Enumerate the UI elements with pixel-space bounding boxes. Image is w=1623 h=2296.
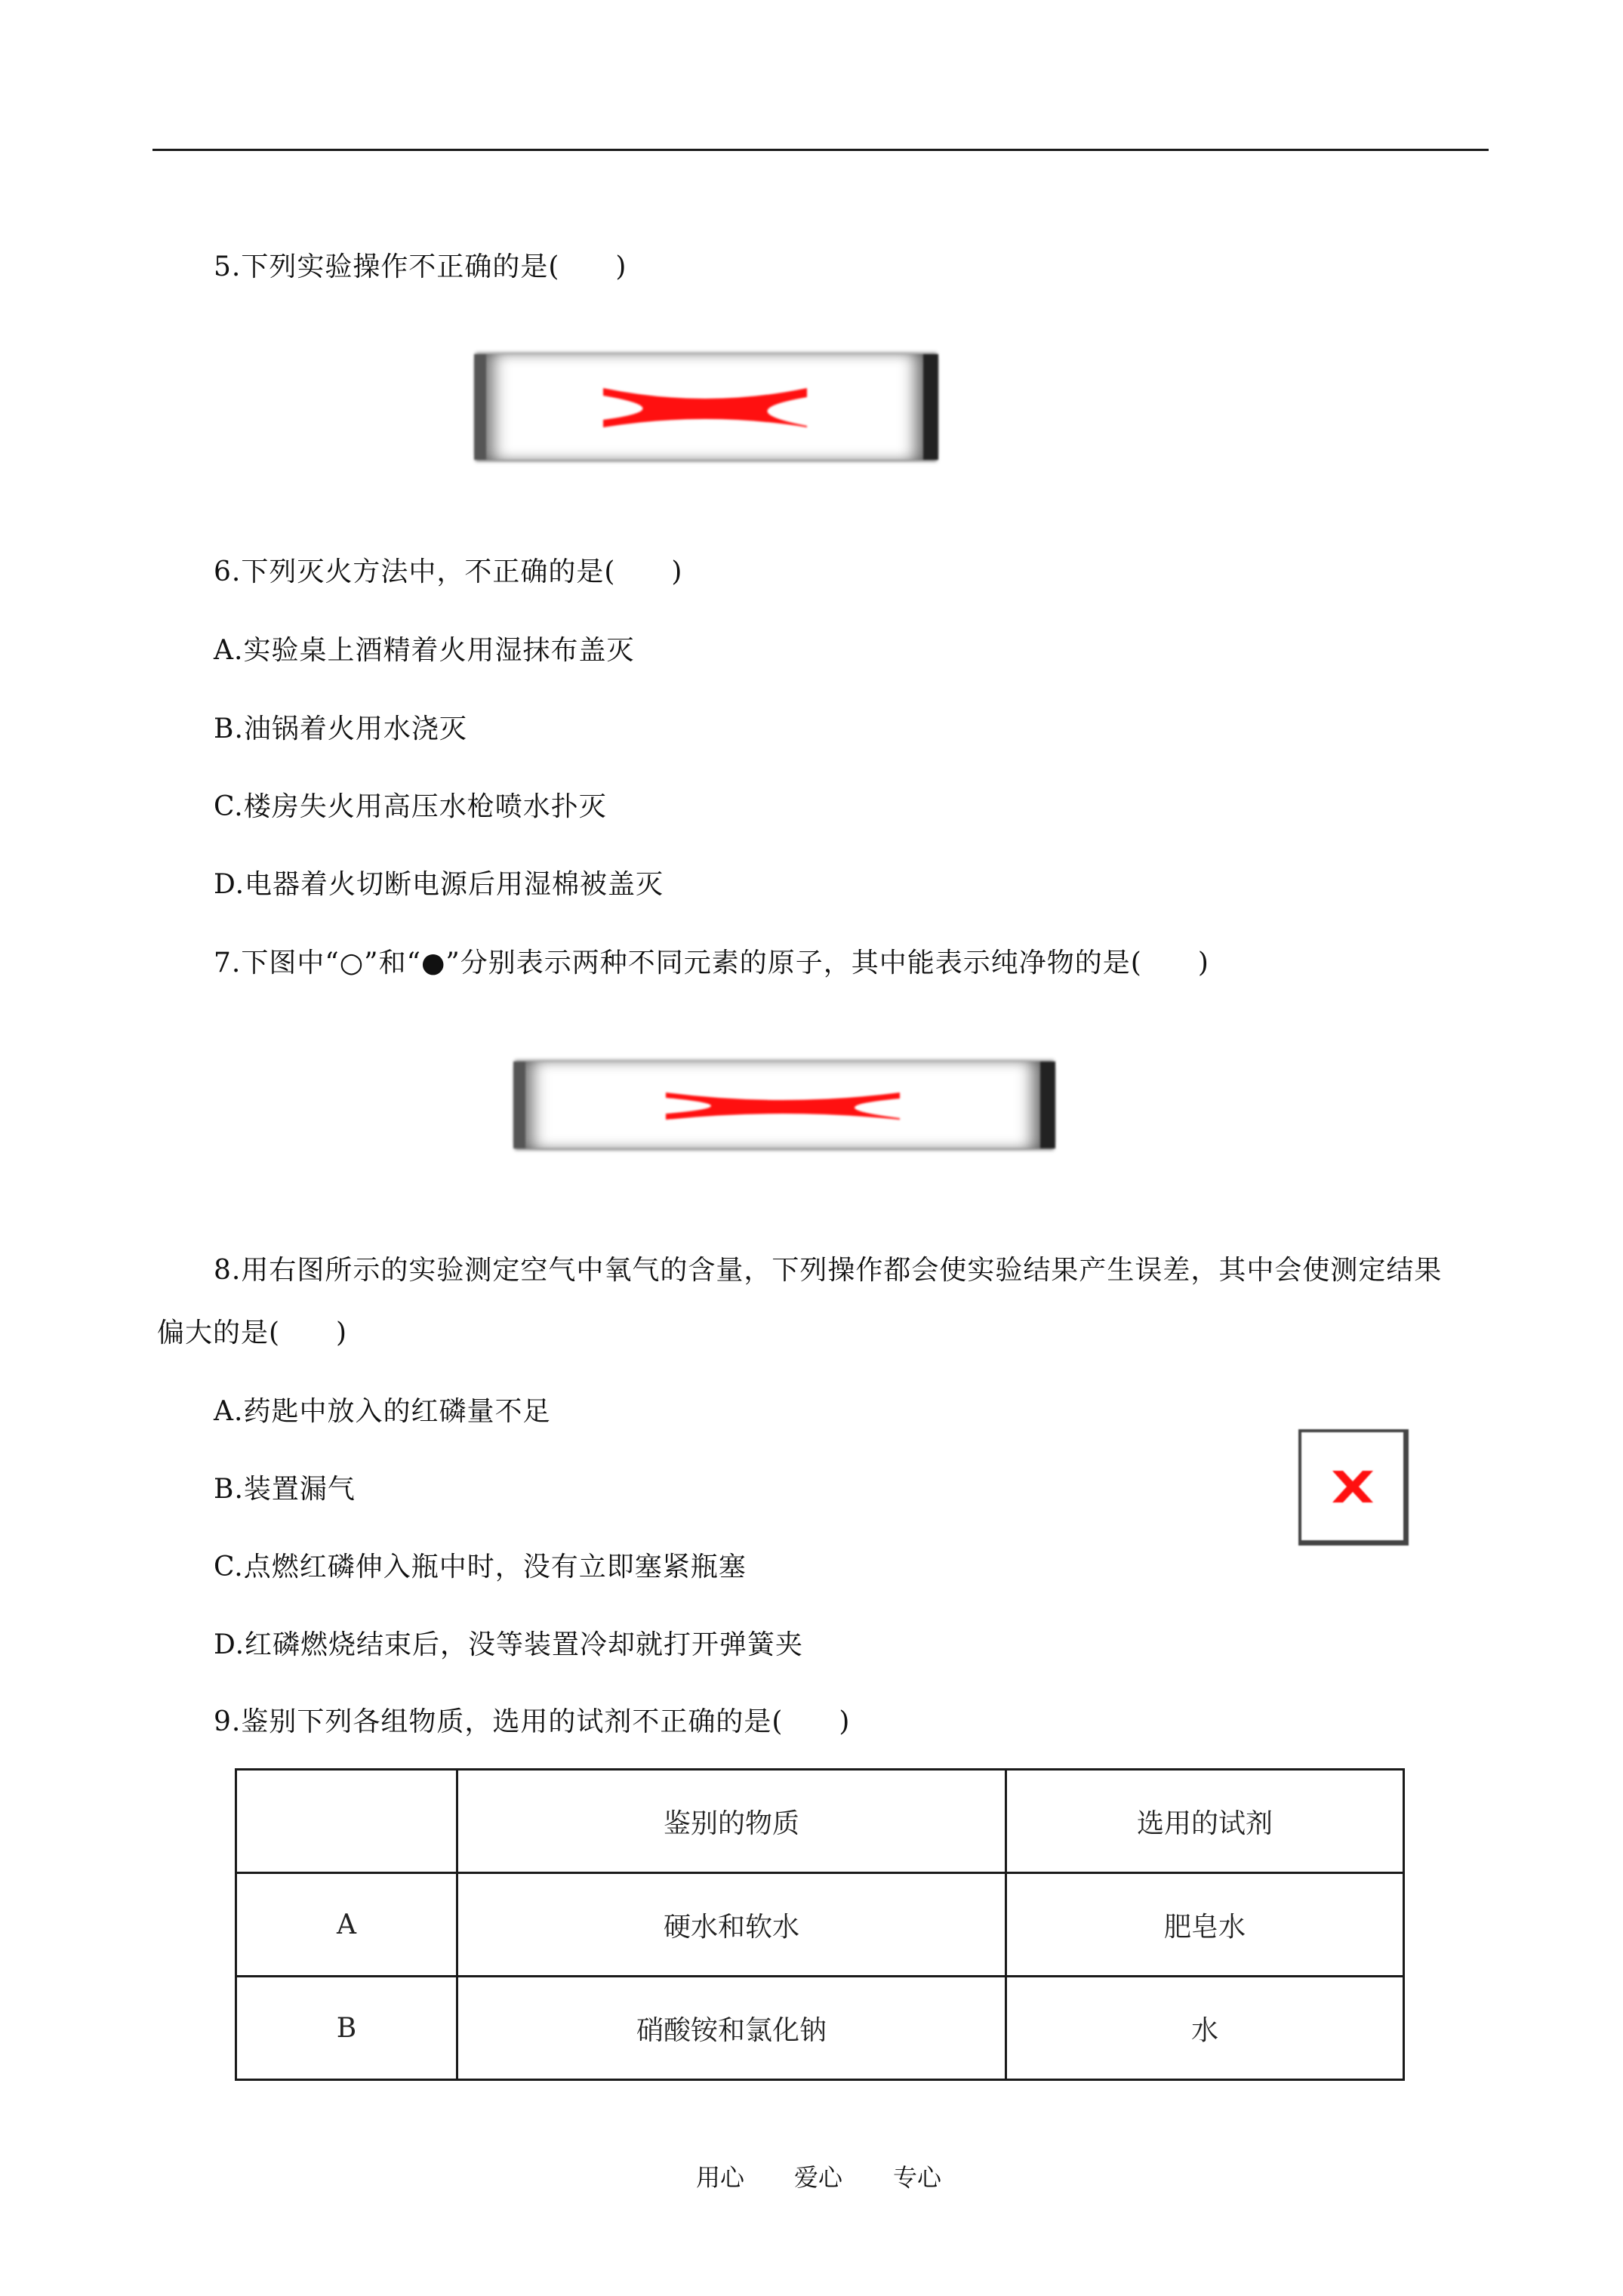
table-header-cell: 选用的试剂 xyxy=(1006,1770,1404,1873)
table-cell: B xyxy=(236,1977,457,2080)
footer-item: 专心 xyxy=(893,2163,942,2192)
table-cell: A xyxy=(236,1873,457,1977)
question-8-line-1: 8.用右图所示的实验测定空气中氧气的含量，下列操作都会使实验结果产生误差，其中会使测定结果 xyxy=(214,1255,1443,1286)
table-header-cell: 鉴别的物质 xyxy=(457,1770,1006,1873)
broken-image-icon xyxy=(658,1086,907,1124)
q6-option-b: B.油锅着火用水浇灭 xyxy=(214,713,467,744)
broken-image-icon xyxy=(596,381,815,433)
table-cell: 硝酸铵和氯化钠 xyxy=(457,1977,1006,2080)
table-row xyxy=(236,1873,1404,1977)
reagent-table xyxy=(235,1768,1405,2081)
table-cell: 硬水和软水 xyxy=(457,1873,1006,1977)
question-9: 9.鉴别下列各组物质，选用的试剂不正确的是( ) xyxy=(214,1706,851,1737)
q8-option-c: C.点燃红磷伸入瓶中时，没有立即塞紧瓶塞 xyxy=(214,1552,747,1583)
q6-option-d: D.电器着火切断电源后用湿棉被盖灭 xyxy=(214,869,664,900)
q6-option-a: A.实验桌上酒精着火用湿抹布盖灭 xyxy=(214,635,635,666)
table-header-cell xyxy=(236,1770,457,1873)
question-6: 6.下列灭火方法中，不正确的是( ) xyxy=(214,556,683,587)
q6-option-c: C.楼房失火用高压水枪喷水扑灭 xyxy=(214,791,607,822)
q8-option-d: D.红磷燃烧结束后，没等装置冷却就打开弹簧夹 xyxy=(214,1629,804,1660)
question-7: 7.下图中“○”和“●”分别表示两种不同元素的原子，其中能表示纯净物的是( ) xyxy=(214,948,1209,978)
header-rule xyxy=(152,149,1489,151)
footer-item: 用心 xyxy=(696,2163,745,2192)
table-cell: 肥皂水 xyxy=(1006,1873,1404,1977)
question-5: 5.下列实验操作不正确的是( ) xyxy=(214,251,627,282)
q8-option-a: A.药匙中放入的红磷量不足 xyxy=(214,1396,551,1427)
table-row xyxy=(236,1977,1404,2080)
broken-image-placeholder-q5 xyxy=(474,354,938,460)
broken-image-placeholder-q8 xyxy=(1298,1429,1409,1546)
table-header-row xyxy=(236,1770,1404,1873)
table-cell: 水 xyxy=(1006,1977,1404,2080)
q8-option-b: B.装置漏气 xyxy=(214,1474,356,1505)
broken-image-placeholder-q7 xyxy=(513,1062,1055,1148)
question-8-line-2: 偏大的是( ) xyxy=(157,1318,348,1348)
broken-image-icon xyxy=(1329,1468,1376,1505)
footer-item: 爱心 xyxy=(794,2163,843,2192)
